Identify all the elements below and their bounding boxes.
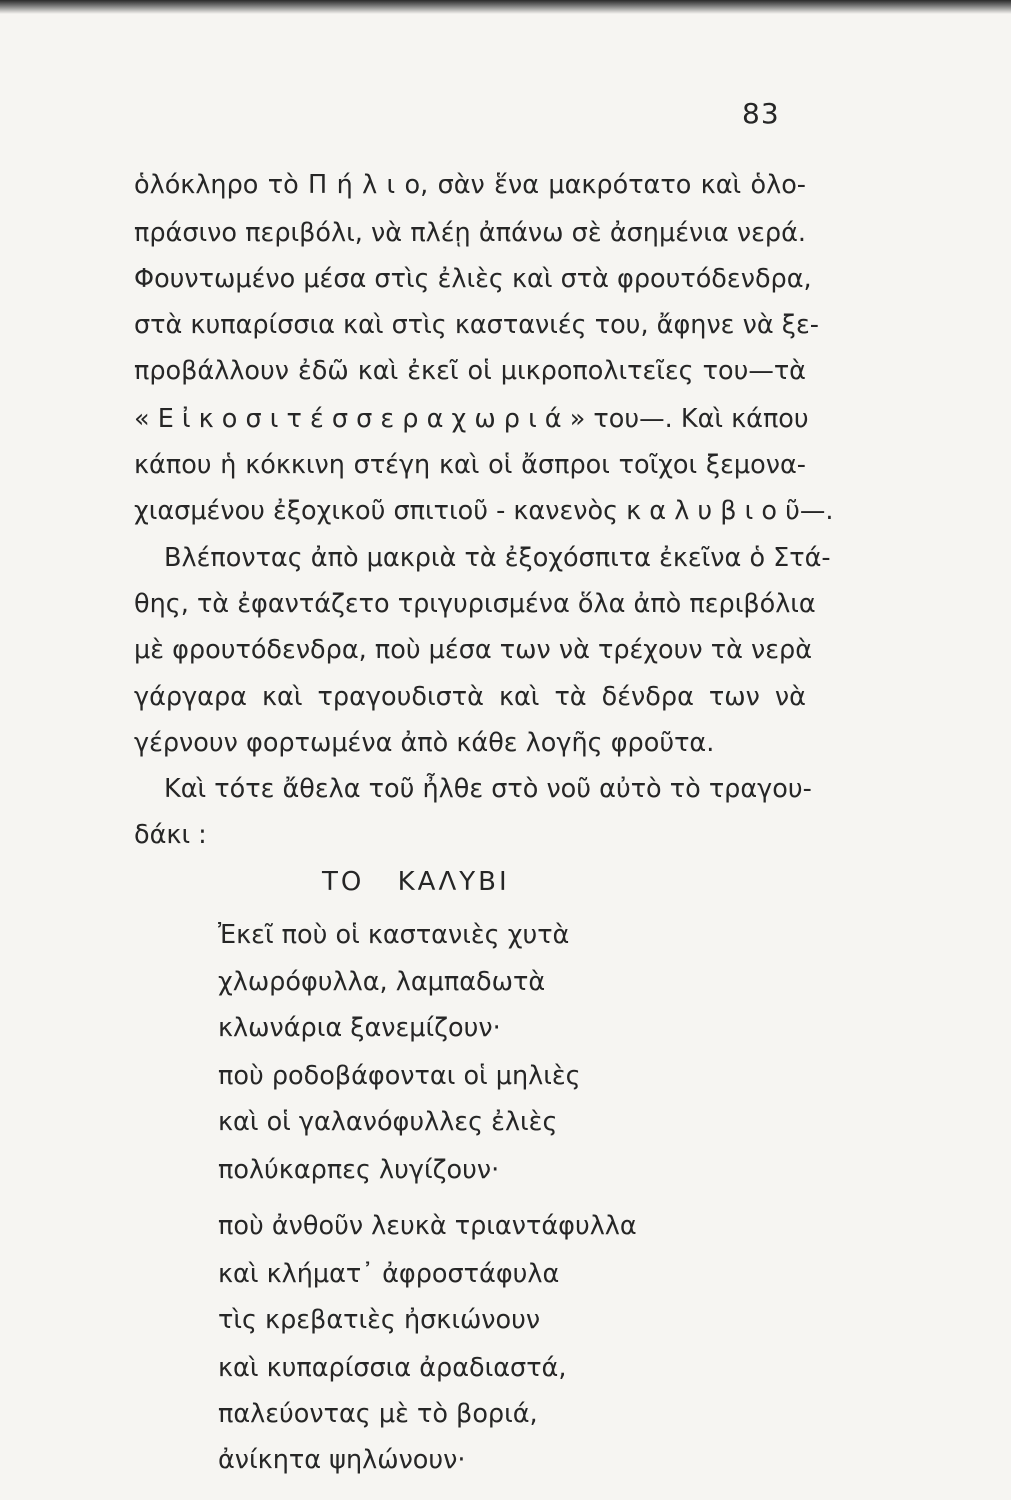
paragraph-line: μὲ φρουτόδενδρα, ποὺ μέσα των νὰ τρέχουν τὰ νερὰ bbox=[134, 635, 813, 665]
poem-line: καὶ οἱ γαλανόφυλλες ἐλιὲς bbox=[218, 1107, 558, 1137]
poem-line: τὶς κρεβατιὲς ἠσκιώνουν bbox=[218, 1305, 541, 1335]
poem-title: ΤΟ ΚΑΛΥΒΙ bbox=[322, 867, 510, 897]
poem-line: ποὺ ροδοβάφονται οἱ μηλιὲς bbox=[218, 1061, 581, 1091]
poem-line: ποὺ ἀνθοῦν λευκὰ τριαντάφυλλα bbox=[218, 1211, 637, 1241]
poem-line: κλωνάρια ξανεμίζουν· bbox=[218, 1013, 501, 1043]
poem-line: πολύκαρπες λυγίζουν· bbox=[218, 1155, 500, 1185]
paragraph-line: πράσινο περιβόλι, νὰ πλέῃ ἀπάνω σὲ ἀσημένια νερά. bbox=[134, 218, 806, 248]
paragraph-line: Φουντωμένο μέσα στὶς ἐλιὲς καὶ στὰ φρουτόδενδρα, bbox=[134, 264, 812, 294]
page-number: 83 bbox=[742, 97, 780, 130]
paragraph-line: « Ε ἰ κ ο σ ι τ έ σ σ ε ρ α χ ω ρ ι ά » του—. Καὶ κάπου bbox=[134, 404, 809, 434]
paragraph-line: δάκι : bbox=[134, 820, 207, 850]
poem-line: καὶ κυπαρίσσια ἀραδιαστά, bbox=[218, 1353, 567, 1383]
paragraph-line: γάργαρα καὶ τραγουδιστὰ καὶ τὰ δένδρα των νὰ bbox=[134, 682, 806, 712]
paragraph-line: στὰ κυπαρίσσια καὶ στὶς καστανιές του, ἄφηνε νὰ ξε- bbox=[134, 310, 819, 340]
paragraph-line: Βλέποντας ἀπὸ μακριὰ τὰ ἐξοχόσπιτα ἐκεῖνα ὁ Στά- bbox=[164, 543, 831, 573]
poem-line: καὶ κλήματ᾿ ἀφροστάφυλα bbox=[218, 1259, 560, 1289]
paragraph-line: χιασμένου ἐξοχικοῦ σπιτιοῦ - κανενὸς κ α λ υ β ι ο ῦ—. bbox=[134, 496, 834, 526]
paragraph-line: θης, τὰ ἐφαντάζετο τριγυρισμένα ὅλα ἀπὸ περιβόλια bbox=[134, 589, 816, 619]
page-top-shadow bbox=[0, 0, 1011, 14]
poem-line: χλωρόφυλλα, λαμπαδωτὰ bbox=[218, 967, 546, 997]
paragraph-line: γέρνουν φορτωμένα ἀπὸ κάθε λογῆς φροῦτα. bbox=[134, 728, 715, 758]
paragraph-line: προβάλλουν ἐδῶ καὶ ἐκεῖ οἱ μικροπολιτεῖες του—τὰ bbox=[134, 356, 806, 386]
paragraph-line: κάπου ἡ κόκκινη στέγη καὶ οἱ ἄσπροι τοῖχοι ξεμονα- bbox=[134, 450, 806, 480]
paragraph-line: ὁλόκληρο τὸ Π ή λ ι ο, σὰν ἕνα μακρότατο καὶ ὁλο- bbox=[134, 170, 806, 200]
poem-line: Ἐκεῖ ποὺ οἱ καστανιὲς χυτὰ bbox=[218, 920, 570, 950]
poem-line: ἀνίκητα ψηλώνουν· bbox=[218, 1445, 466, 1475]
paragraph-line: Καὶ τότε ἄθελα τοῦ ἦλθε στὸ νοῦ αὐτὸ τὸ τραγου- bbox=[164, 774, 812, 804]
poem-line: παλεύοντας μὲ τὸ βοριά, bbox=[218, 1399, 538, 1429]
